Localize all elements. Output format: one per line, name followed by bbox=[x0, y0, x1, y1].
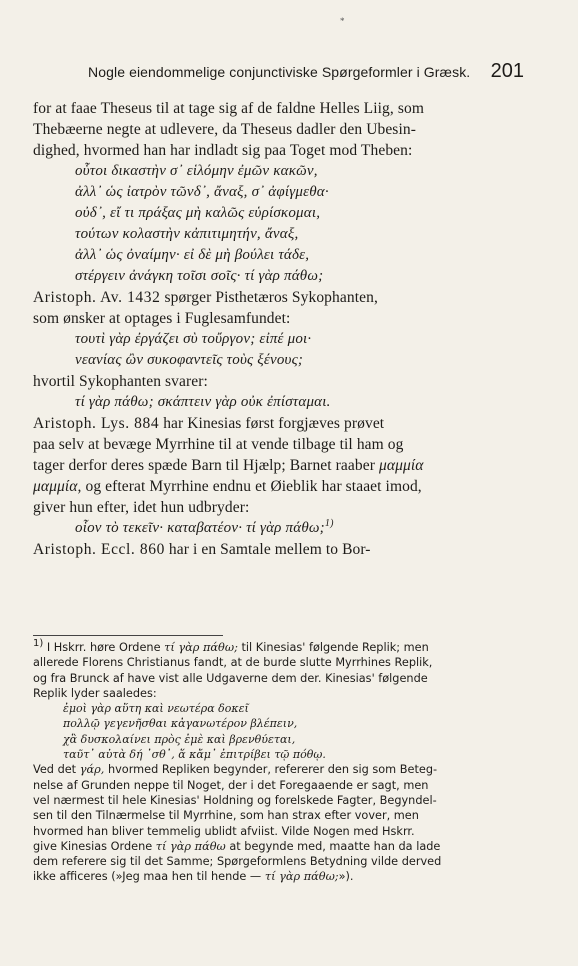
text-span: har Kinesias først forgjæves prøvet bbox=[163, 415, 385, 432]
text-line: hvortil Sykophanten svarer: bbox=[33, 373, 208, 390]
text-span: »). bbox=[338, 870, 354, 884]
greek-verse: τουτὶ γὰρ ἐργάζει σὺ τοὔργον; εἰπέ μοι· bbox=[75, 331, 312, 347]
footnote-line: nelse af Grunden neppe til Noget, der i det Foregaaende er sagt, men bbox=[33, 778, 429, 792]
greek-verse: νεανίας ὢν συκοφαντεῖς τοὺς ξένους; bbox=[75, 352, 304, 368]
text-span: at begynde med, maatte han da lade bbox=[229, 839, 441, 853]
footnote bbox=[33, 640, 528, 885]
footnote-greek-verse: ἐμοὶ γὰρ αὕτη καὶ νεωτέρα δοκεῖ bbox=[63, 702, 249, 716]
footnote-line bbox=[33, 762, 528, 777]
text-line bbox=[33, 455, 523, 476]
text-line: Thebæerne negte at udlevere, da Theseus dadler den Ubesin- bbox=[33, 121, 416, 138]
greek-verse: οὗτοι δικαστὴν σ᾽ εἱλόμην ἐμῶν κακῶν, bbox=[75, 163, 318, 179]
greek-verse: στέργειν ἀνάγκη τοῖσι σοῖς· τί γὰρ πάθω; bbox=[75, 268, 324, 284]
text-line bbox=[33, 287, 523, 308]
text-span: hvormed Repliken begynder, refererer den sig som Beteg- bbox=[107, 763, 438, 777]
greek-verse bbox=[33, 518, 523, 539]
greek-word: τί γὰρ πάθω; bbox=[264, 870, 339, 884]
footnote-line bbox=[33, 839, 528, 854]
main-text bbox=[33, 98, 523, 560]
greek-verse: ἀλλ᾽ ὡς ὀναίμην· εἰ δὲ μὴ βούλει τάδε, bbox=[75, 247, 310, 263]
footnote-greek-verse: ταῦτ᾽ αὐτὰ δή ᾽σθ᾽, ἅ κἄμ᾽ ἐπιτρίβει τῷ πόθῳ. bbox=[63, 748, 326, 762]
greek-verse: οὐδ᾽, εἴ τι πράξας μὴ καλῶς εὑρίσκομαι, bbox=[75, 205, 321, 221]
text-span: og efterat Myrrhine endnu et Øieblik har staaet imod, bbox=[85, 478, 422, 495]
footnote-line: hvormed han bliver temmelig ublidt afviist. Vilde Nogen med Hskrr. bbox=[33, 824, 415, 838]
footnote-marker: 1) bbox=[324, 518, 334, 529]
text-line bbox=[33, 539, 523, 560]
greek-verse: ἀλλ᾽ ὡς ἰατρὸν τῶνδ᾽, ἄναξ, σ᾽ ἀφίγμεθα· bbox=[75, 184, 329, 200]
text-line bbox=[33, 476, 523, 497]
text-line bbox=[33, 413, 523, 434]
footnote-marker: 1) bbox=[33, 638, 44, 650]
footnote-line bbox=[33, 640, 528, 655]
footnote-line: vel nærmest til hele Kinesias' Holdning og forelskede Fagter, Begyndel- bbox=[33, 793, 437, 807]
text-line: paa selv at bevæge Myrrhine til at vende tilbage til ham og bbox=[33, 436, 404, 453]
footnote-divider bbox=[33, 635, 223, 636]
text-span: tager derfor deres spæde Barn til Hjælp; Barnet raaber bbox=[33, 457, 375, 474]
greek-verse: τούτων κολαστὴν κἀπιτιμητήν, ἄναξ, bbox=[75, 226, 299, 242]
footnote-line: sen til den Tilnærmelse til Myrrhine, som han strax efter vover, men bbox=[33, 809, 419, 823]
footnote-greek-verse: χἃ δυσκολαίνει πρὸς ἐμὲ καὶ βρενθύεται, bbox=[63, 732, 296, 746]
printer-mark: * bbox=[340, 16, 345, 26]
text-span: ikke afficeres (»Jeg maa hen til hende — bbox=[33, 870, 262, 884]
text-line: som ønsker at optages i Fuglesamfundet: bbox=[33, 310, 291, 327]
text-span: give Kinesias Ordene bbox=[33, 839, 153, 853]
text-line: dighed, hvormed han har indladt sig paa Toget mod Theben: bbox=[33, 142, 413, 159]
greek-word: γάρ, bbox=[79, 763, 105, 777]
citation: Aristoph. Eccl. 860 bbox=[33, 541, 165, 558]
page-number: 201 bbox=[490, 60, 524, 82]
greek-word: μαμμία bbox=[378, 457, 424, 474]
greek-word: τί γὰρ πάθω; bbox=[164, 641, 238, 654]
running-title: Nogle eiendommelige conjunctiviske Spørgeformler i Græsk. bbox=[88, 64, 471, 80]
footnote-greek-verse: πολλῷ γεγενῆσθαι κἀγανωτέρον βλέπειν, bbox=[63, 717, 298, 731]
greek-verse-text: οἷον τὸ τεκεῖν· καταβατέον· τί γὰρ πάθω; bbox=[75, 520, 325, 536]
footnote-line: og fra Brunck af have vist alle Udgaverne dem der. Kinesias' følgende bbox=[33, 671, 428, 685]
greek-word: μαμμία, bbox=[33, 478, 82, 495]
footnote-line: allerede Florens Christianus fandt, at de burde slutte Myrrhines Replik, bbox=[33, 656, 433, 670]
text-span: spørger Pisthetæros Sykophanten, bbox=[164, 289, 378, 306]
greek-word: τί γὰρ πάθω bbox=[155, 839, 226, 853]
greek-verse: τί γὰρ πάθω; σκάπτειν γὰρ οὐκ ἐπίσταμαι. bbox=[75, 394, 331, 410]
footnote-line bbox=[33, 869, 528, 884]
text-span: I Hskrr. høre Ordene bbox=[46, 641, 161, 654]
text-line: for at faae Theseus til at tage sig af de faldne Helles Liig, som bbox=[33, 100, 424, 117]
footnote-line: Replik lyder saaledes: bbox=[33, 686, 157, 700]
text-span: Ved det bbox=[33, 763, 77, 777]
text-span: til Kinesias' følgende Replik; men bbox=[241, 641, 429, 654]
footnote-line: dem referere sig til det Samme; Spørgeformlens Betydning vilde derved bbox=[33, 855, 442, 869]
citation: Aristoph. Av. 1432 bbox=[33, 289, 161, 306]
page-header bbox=[88, 60, 524, 82]
text-span: har i en Samtale mellem to Bor- bbox=[168, 541, 371, 558]
text-line: giver hun efter, idet hun udbryder: bbox=[33, 499, 250, 516]
citation: Aristoph. Lys. 884 bbox=[33, 415, 160, 432]
